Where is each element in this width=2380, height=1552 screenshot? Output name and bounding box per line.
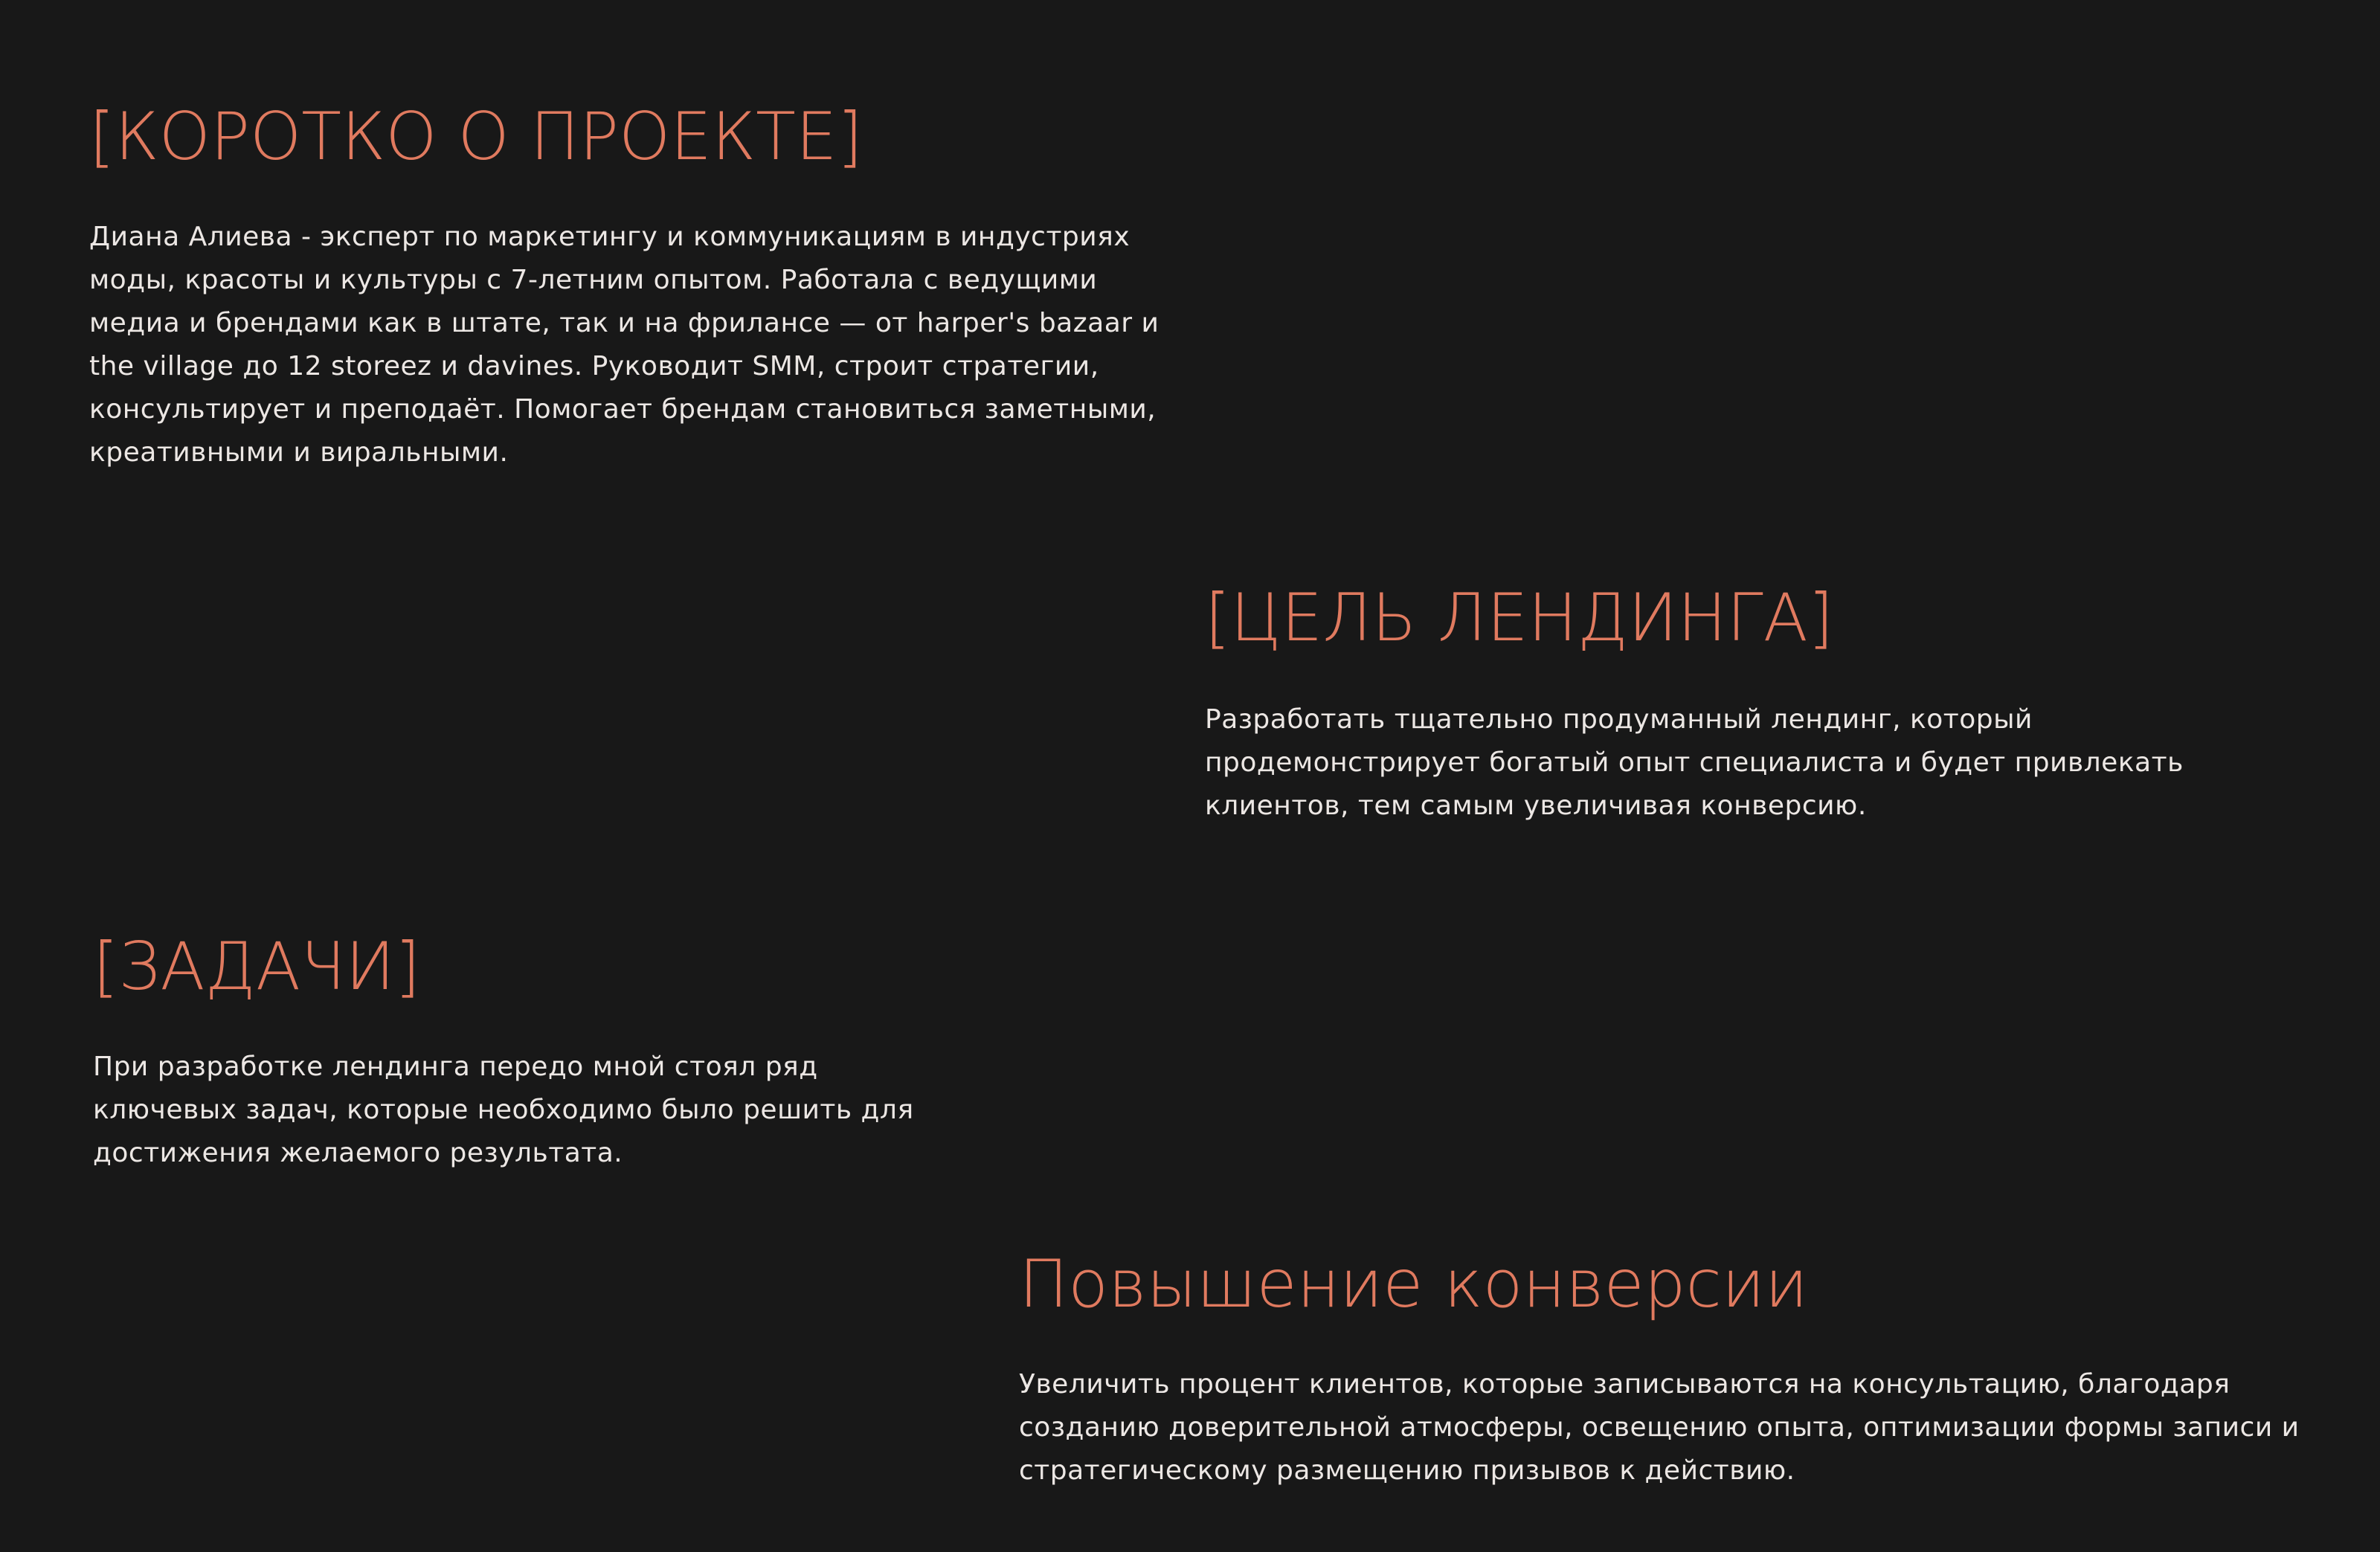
conversion-section: [1019, 1246, 2320, 1493]
conversion-text: Увеличить процент клиентов, которые записываются на консультацию, благодаря созданию доверительной атмосферы, освещению опыта, оптимизации формы записи и стратегическому размещению призывов к действию.: [1019, 1369, 2300, 1486]
tasks-heading: [ЗАДАЧИ]: [93, 928, 421, 1005]
tasks-text: При разработке лендинга передо мной стоял ряд ключевых задач, которые необходимо было решить для достижения желаемого результата.: [93, 1052, 914, 1168]
conversion-heading: Повышение конверсии: [1019, 1246, 1808, 1322]
tasks-section: [93, 928, 948, 1175]
goal-text: Разработать тщательно продуманный лендинг, который продемонстрирует богатый опыт специалиста и будет привлекать клиентов, тем самым увеличивая конверсию.: [1205, 704, 2184, 821]
goal-section: [1205, 579, 2246, 828]
about-heading: [КОРОТКО О ПРОЕКТЕ]: [89, 98, 863, 175]
goal-heading: [ЦЕЛЬ ЛЕНДИНГА]: [1205, 579, 1834, 656]
about-text: Диана Алиева - эксперт по маркетингу и коммуникациям в индустриях моды, красоты и культуры с 7-летним опытом. Работала с ведущими медиа и брендами как в штате, так и на фрилансе — от harper's bazaar и the village до 12 storeez и davines. Руководит SMM, строит стратегии, консультирует и преподаёт. Помогает брендам становиться заметными, креативными и виральными.: [89, 222, 1160, 468]
about-section: [89, 98, 1168, 474]
